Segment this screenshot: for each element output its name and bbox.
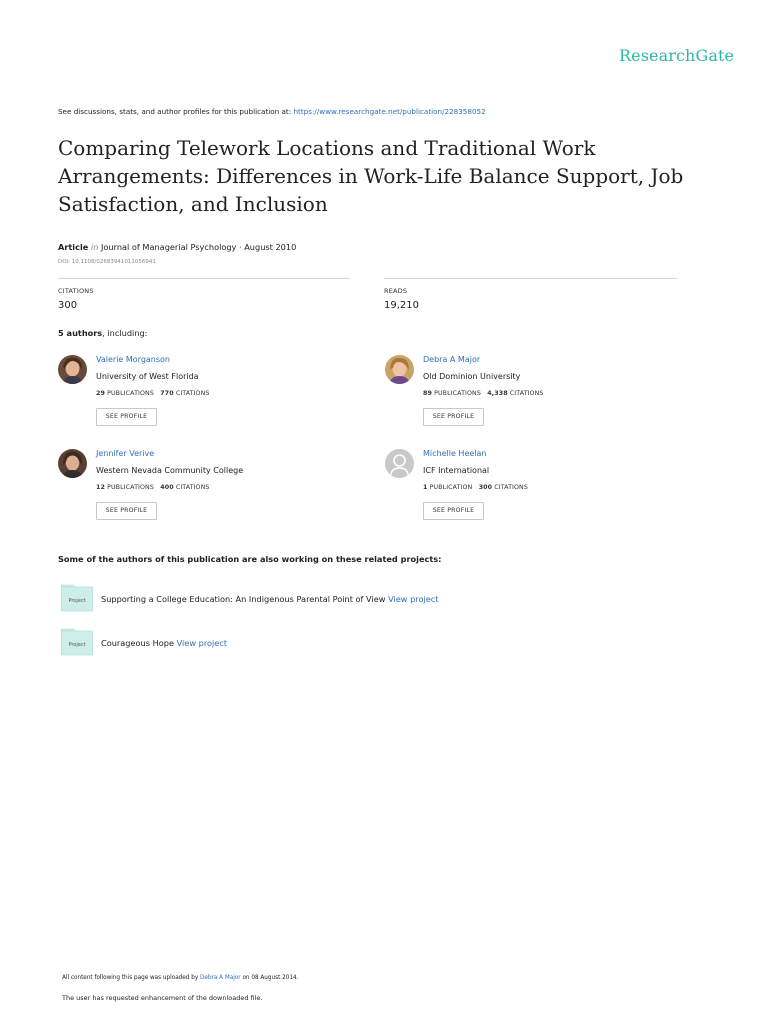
citations-label: CITATIONS <box>58 287 94 295</box>
author-stats <box>423 484 528 491</box>
uploader-link[interactable]: Debra A Major <box>200 975 241 981</box>
author-name[interactable]: Michelle Heelan <box>423 449 487 458</box>
reads-value: 19,210 <box>384 300 419 311</box>
authors-heading <box>58 328 147 338</box>
see-profile-button[interactable]: SEE PROFILE <box>423 408 484 426</box>
doi: DOI: 10.1108/02683941011056941 <box>58 259 156 265</box>
project-item <box>58 628 658 658</box>
publications-label: PUBLICATION <box>429 484 473 491</box>
avatar[interactable] <box>385 449 414 478</box>
author-name[interactable]: Valerie Morganson <box>96 355 171 364</box>
upload-prefix: All content following this page was uploaded by <box>62 975 199 981</box>
author-name[interactable]: Debra A Major <box>423 355 481 364</box>
paper-title: Comparing Telework Locations and Traditional Work Arrangements: Differences in Work-Life Balance Support, Job Satisfaction, and Inclusion <box>58 136 684 216</box>
publications-count: 89 <box>423 390 432 397</box>
citations-label: CITATIONS <box>494 484 528 491</box>
citations-label: CITATIONS <box>175 390 210 397</box>
in-word: in <box>90 242 99 252</box>
article-type: Article <box>58 242 89 252</box>
avatar[interactable] <box>58 355 87 384</box>
author-card <box>385 449 685 529</box>
publications-label: PUBLICATIONS <box>107 390 154 397</box>
avatar[interactable] <box>385 355 414 384</box>
divider-right <box>384 278 677 279</box>
divider-left <box>58 278 350 279</box>
project-text <box>101 594 439 604</box>
author-stats <box>96 484 210 491</box>
project-folder-icon <box>61 584 93 612</box>
publication-url-link[interactable]: https://www.researchgate.net/publication/228358052 <box>293 107 486 116</box>
author-card <box>58 449 358 529</box>
see-profile-button[interactable]: SEE PROFILE <box>423 502 484 520</box>
author-institution: Old Dominion University <box>423 372 521 381</box>
author-stats <box>96 390 210 397</box>
authors-heading-suffix: , including: <box>102 328 148 338</box>
publications-count: 1 <box>423 484 428 491</box>
project-title: Supporting a College Education: An Indigenous Parental Point of View <box>101 594 386 604</box>
view-project-link[interactable]: View project <box>176 638 228 648</box>
article-meta-line <box>58 242 296 252</box>
see-discussions-line <box>58 107 486 116</box>
citations-label: CITATIONS <box>509 390 544 397</box>
citations-count: 400 <box>160 484 174 491</box>
upload-suffix: on 08 August 2014. <box>242 975 299 981</box>
publications-count: 29 <box>96 390 105 397</box>
author-photo-icon <box>58 355 87 384</box>
upload-note <box>62 975 298 981</box>
citations-value: 300 <box>58 300 78 311</box>
publications-count: 12 <box>96 484 105 491</box>
see-discussions-text: See discussions, stats, and author profiles for this publication at: <box>58 107 292 116</box>
view-project-link[interactable]: View project <box>388 594 439 604</box>
citations-count: 770 <box>160 390 174 397</box>
project-folder-icon <box>61 628 93 656</box>
author-institution: University of West Florida <box>96 372 199 381</box>
author-photo-icon <box>58 449 87 478</box>
author-card <box>58 355 358 435</box>
citations-count: 300 <box>478 484 493 491</box>
default-user-icon <box>385 449 414 478</box>
project-icon-label: Project <box>68 598 86 604</box>
avatar[interactable] <box>58 449 87 478</box>
reads-label: READS <box>384 287 408 295</box>
citations-count: 4,338 <box>487 390 508 397</box>
project-title: Courageous Hope <box>101 638 174 648</box>
journal-line: Journal of Managerial Psychology · August 2010 <box>101 242 297 252</box>
project-item <box>58 584 658 614</box>
see-profile-button[interactable]: SEE PROFILE <box>96 502 157 520</box>
publications-label: PUBLICATIONS <box>107 484 154 491</box>
author-institution: ICF International <box>423 466 490 475</box>
related-projects-heading: Some of the authors of this publication are also working on these related projects: <box>58 554 442 564</box>
author-institution: Western Nevada Community College <box>96 466 244 475</box>
author-photo-icon <box>385 355 414 384</box>
citations-label: CITATIONS <box>175 484 210 491</box>
authors-count: 5 authors <box>58 328 103 338</box>
publications-label: PUBLICATIONS <box>434 390 481 397</box>
researchgate-logo[interactable]: ResearchGate <box>619 46 735 65</box>
author-card <box>385 355 685 435</box>
author-stats <box>423 390 544 397</box>
project-icon-label: Project <box>68 642 86 648</box>
enhancement-note: The user has requested enhancement of the downloaded file. <box>62 994 263 1002</box>
see-profile-button[interactable]: SEE PROFILE <box>96 408 157 426</box>
author-name[interactable]: Jennifer Verive <box>96 449 155 458</box>
project-text <box>101 638 227 648</box>
